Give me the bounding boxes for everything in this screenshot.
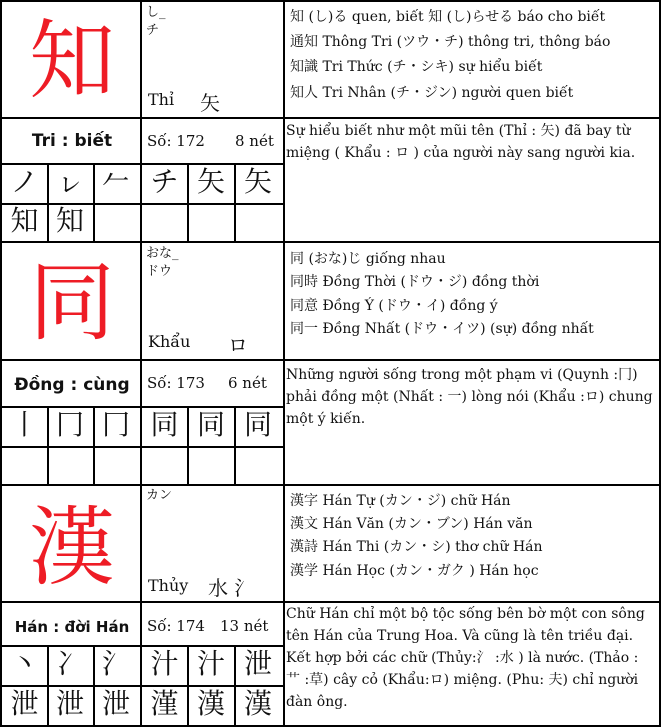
grid-line [0,241,661,243]
grid-line [140,163,142,241]
grid-line [47,406,49,484]
stroke-step: 矢 [196,165,225,198]
stroke-step: 漢 [243,687,272,720]
grid-line [93,163,95,241]
stroke-step: 丨 [10,408,39,441]
meaning-line: 通知 Thông Tri (ツウ・チ) thông tri, thông báo [290,34,611,50]
kanji-number: Số: 172 [147,132,205,150]
kanji-number: Số: 173 [147,374,205,392]
stroke-step: 知 [55,204,84,237]
grid-line [140,0,142,163]
grid-line [187,645,189,727]
description: Sự hiểu biết như một mũi tên (Thỉ : 矢) đã bay từ miệng ( Khẩu : ロ ) của người này sang người kia. [286,123,636,161]
kanji-name: Đồng : cùng [14,375,130,395]
meaning-line: 同 (おな)じ giống nhau [290,251,446,267]
big-kanji: 同 [29,253,115,353]
radical-char: ロ [228,333,248,357]
meaning-line: 知識 Tri Thức (チ・シキ) sự hiểu biết [290,59,543,75]
grid-line [93,406,95,484]
stroke-step: 矢 [243,165,272,198]
meaning-line: 漢字 Hán Tự (カン・ジ) chữ Hán [290,493,511,509]
stroke-step: 汁 [150,647,179,680]
stroke-step: 汁 [196,647,225,680]
grid-line [234,645,236,727]
stroke-step: 丶 [10,647,39,680]
grid-line [140,406,142,484]
meaning-line: 同意 Đồng Ý (ドウ・イ) đồng ý [290,298,498,314]
stroke-step: 泄 [55,687,84,720]
meaning-line: 同時 Đồng Thời (ドウ・ジ) đồng thời [290,274,540,290]
meaning-line: 漢文 Hán Văn (カン・ブン) Hán văn [290,516,533,532]
stroke-step: ノ [10,165,39,198]
stroke-step: 氵 [101,647,130,680]
stroke-count: 8 nét [235,132,274,150]
grid-line [140,241,142,406]
grid-line [0,117,661,119]
grid-line [283,0,285,727]
stroke-step: 泄 [10,687,39,720]
reading-on: ドウ [146,264,173,279]
meaning-line: 漢学 Hán Học (カン・ガク ) Hán học [290,563,539,579]
description: Chữ Hán chỉ một bộ tộc sống bên bờ một con sông tên Hán của Trung Hoa. Và cũng là tên triều đại. Kết hợp bởi các chữ (Thủy:氵 :水 ) là nước. (Thảo : 艹 :草) cây cỏ (Khẩu:ロ) miệng. (Phu: 夫) chỉ người đàn ông. [286,606,645,710]
grid-line [0,484,661,486]
stroke-step: 漌 [150,687,179,720]
kanji-name: Tri : biết [31,131,113,151]
grid-line [187,163,189,241]
stroke-count: 6 nét [228,374,267,392]
radical-name: Thủy [148,576,189,595]
radical-name: Khẩu [148,332,191,351]
grid-line [234,406,236,484]
stroke-step: 知 [10,204,39,237]
stroke-step: 泄 [243,647,272,680]
stroke-step: 𠂉 [101,165,130,198]
stroke-step: チ [150,165,179,198]
grid-line [187,406,189,484]
radical-char: 水 氵 [208,576,255,600]
reading-kun: おな_ [146,246,179,261]
reading-on: チ [146,23,160,38]
stroke-step: 泄 [101,687,130,720]
stroke-step: 冂 [101,408,130,441]
grid-line [140,484,142,645]
grid-line [140,645,142,727]
stroke-step: 同 [150,408,179,441]
stroke-step: 冫 [55,647,84,680]
stroke-step: 同 [243,408,272,441]
kanji-name: Hán : đời Hán [14,618,130,636]
reading-kun: し_ [146,5,166,20]
meaning-line: 同一 Đồng Nhất (ドウ・イツ) (sự) đồng nhất [290,321,594,337]
grid-line [0,601,661,603]
big-kanji: 知 [29,11,115,111]
description: Những người sống trong một phạm vi (Quynh :冂) phải đồng một (Nhất : 一) lòng nói (Khẩu :ロ) chung một ý kiến. [286,367,653,427]
reading-kun: カン [146,488,173,503]
radical-char: 矢 [200,91,220,115]
meaning-line: 漢詩 Hán Thi (カン・シ) thơ chữ Hán [290,539,543,555]
big-kanji: 漢 [29,498,115,598]
grid-line [47,163,49,241]
grid-line [234,163,236,241]
stroke-step: ㇾ [55,165,84,198]
stroke-step: 同 [196,408,225,441]
meaning-line: 知人 Tri Nhân (チ・ジン) người quen biết [290,85,574,101]
grid-line [47,645,49,727]
stroke-count: 13 nét [220,617,269,635]
radical-name: Thỉ [148,90,175,109]
stroke-step: 漢 [196,687,225,720]
stroke-step: 冂 [55,408,84,441]
meaning-line: 知 (し)る quen, biết 知 (し)らせる báo cho biết [290,9,606,25]
kanji-number: Số: 174 [147,617,205,635]
grid-line [93,645,95,727]
grid-line [0,359,661,361]
